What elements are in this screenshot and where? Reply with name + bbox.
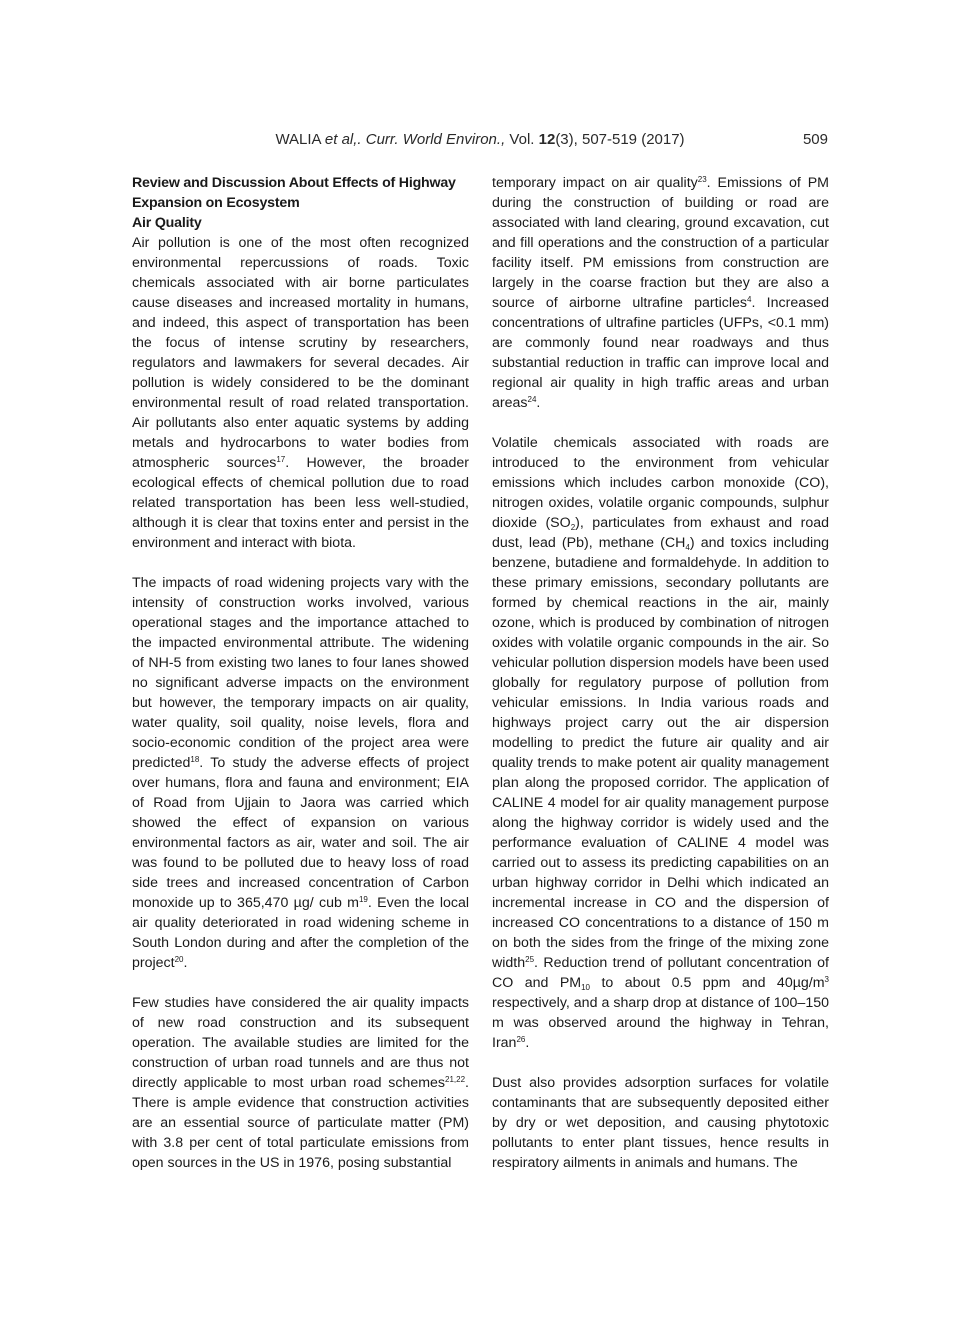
right-column — [492, 173, 829, 1173]
volume-number: 12 — [538, 131, 556, 148]
subscript: 2 — [570, 523, 576, 532]
citation-ref: 18 — [190, 755, 200, 764]
left-column — [132, 173, 469, 1173]
paragraph-text: . However, the broader ecological effects of chemical pollution due to road related transportation has been less well-studied, although it is clear that toxins enter and persist in the environment and interact with biota. — [132, 455, 469, 551]
volume-label: Vol. — [509, 131, 535, 148]
paragraph-text: Few studies have considered the air quality impacts of new road construction and its subsequent operation. The available studies are limited for the construction of urban road tunnels and are thus not directly applicable to most urban road schemes — [132, 995, 469, 1091]
citation-ref: 19 — [358, 895, 368, 904]
paragraph-text: respectively, and a sharp drop at distance of 100–150 m was observed around the highway in Tehran, Iran — [492, 995, 829, 1051]
subsection-heading: Air Quality — [132, 215, 202, 231]
paragraph-text: . Increased concentrations of ultrafine particles (UFPs, <0.1 mm) are commonly found near roadways and thus substantial reduction in traffic can improve local and regional air quality in high traffic areas and urban areas — [492, 295, 829, 411]
paragraph — [492, 1073, 829, 1173]
paragraph-text: . To study the adverse effects of project over humans, flora and fauna and environment; EIA of Road from Ujjain to Jaora was carried which showed the effect of expansion on various environmental factors as air, water and soil. The air was found to be polluted due to heavy loss of road side trees and increased concentration of Carbon monoxide up to 365,470 µg/ cub m — [132, 755, 469, 911]
subscript: 10 — [581, 983, 591, 992]
paragraph-text: Volatile chemicals associated with roads are introduced to the environment from vehicular emissions which includes carbon monoxide (CO), nitrogen oxides, volatile organic compounds, sulphur dioxide (SO — [492, 435, 829, 531]
paragraph — [132, 233, 469, 553]
paragraph-text: . There is ample evidence that construction activities are an essential source of particulate matter (PM) with 3.8 per cent of total particulate emissions from open sources in the US in 1976, posing substantial — [132, 1075, 469, 1171]
paragraph-text: Air pollution is one of the most often recognized environmental repercussions of roads. Toxic chemicals associated with air borne particulates cause diseases and increased mortality in humans, and indeed, this aspect of transportation has been the focus of intense scrutiny by researchers, regulators and lawmakers for several decades. Air pollution is widely considered to be the dominant environmental result of road related transportation. Air pollutants also enter aquatic systems by adding metals and hydrocarbons to water bodies from atmospheric sources — [132, 235, 469, 471]
paragraph-text: temporary impact on air quality — [492, 175, 698, 191]
citation-ref: 25 — [525, 955, 535, 964]
paragraph — [492, 433, 829, 1053]
paragraph-text: The impacts of road widening projects vary with the intensity of construction works involved, various operational stages and the importance attached to the impacted environmental attribute. The widening of NH-5 from existing two lanes to four lanes showed no significant adverse impacts on the environment but however, the temporary impacts on air quality, water quality, soil quality, noise levels, flora and socio-economic condition of the project area were predicted — [132, 575, 469, 771]
citation-ref: 26 — [516, 1035, 526, 1044]
paragraph-text: ), particulates from exhaust and road dust, lead (Pb), methane (CH — [492, 515, 829, 551]
paragraph-text: . — [536, 395, 541, 411]
citation-ref: 17 — [276, 455, 286, 464]
paragraph-text: . — [525, 1035, 530, 1051]
page-number: 509 — [802, 131, 828, 148]
paragraph-text: . Emissions of PM during the construction of building or road are associated with land clearing, ground excavation, cut and fill operations and the construction of a particular facility itself. PM emissions from construction are largely in the coarse fraction but they are also a source of airborne ultrafine particles — [492, 175, 830, 311]
paragraph — [132, 573, 469, 973]
citation-ref: 4 — [746, 295, 752, 304]
paragraph-text: . Reduction trend of pollutant concentration of CO and PM — [492, 955, 829, 991]
citation-ref: 20 — [174, 955, 184, 964]
paragraph — [492, 173, 829, 413]
paragraph — [132, 993, 469, 1173]
subscript: 4 — [685, 543, 690, 552]
citation-ref: 21,22 — [445, 1075, 466, 1084]
journal-citation — [132, 128, 828, 152]
section-heading: Review and Discussion About Effects of Highway Expansion on Ecosystem — [132, 175, 456, 211]
issue-pages: (3), 507-519 (2017) — [555, 131, 685, 148]
author-name: WALIA — [275, 131, 321, 148]
journal-name: et al,. Curr. World Environ., — [324, 131, 506, 148]
paragraph-text: . — [183, 955, 188, 971]
paragraph-text: ) and toxics including benzene, butadiene and formaldehyde. In addition to these primary emissions, secondary pollutants are formed by chemical reactions in the air, mainly ozone, which is produced by combination of nitrogen oxides with volatile organic compounds in the air. So vehicular pollution dispersion models have been used globally for regulatory purpose of pollution from vehicular emissions. In India various roads and highways project carry out the air dispersion modelling to predict the future air quality and air quality trends to make potent air quality management plan along the proposed corridor. The application of CALINE 4 model for air quality management purpose along the highway corridor is widely used and the performance evaluation of CALINE 4 model was carried out to assess its predicting capabilities on an urban highway corridor in Delhi which indicated an incremental increase in CO and the dispersion of increased CO concentrations to a distance of 150 m on both the sides from the fringe of the mixing zone width — [492, 535, 829, 971]
paragraph-text: Dust also provides adsorption surfaces for volatile contaminants that are subsequently deposited either by dry or wet deposition, and causing phytotoxic pollutants to enter plant tissues, hence results in respiratory ailments in animals and humans. The — [492, 1075, 829, 1171]
superscript: 3 — [824, 975, 829, 984]
running-header — [132, 128, 828, 152]
citation-ref: 24 — [527, 395, 537, 404]
paragraph-text: to about 0.5 ppm and 40µg/m — [590, 975, 825, 991]
paragraph-text: . Even the local air quality deteriorated in road widening scheme in South London during and after the completion of the project — [132, 895, 470, 971]
citation-ref: 23 — [697, 175, 707, 184]
